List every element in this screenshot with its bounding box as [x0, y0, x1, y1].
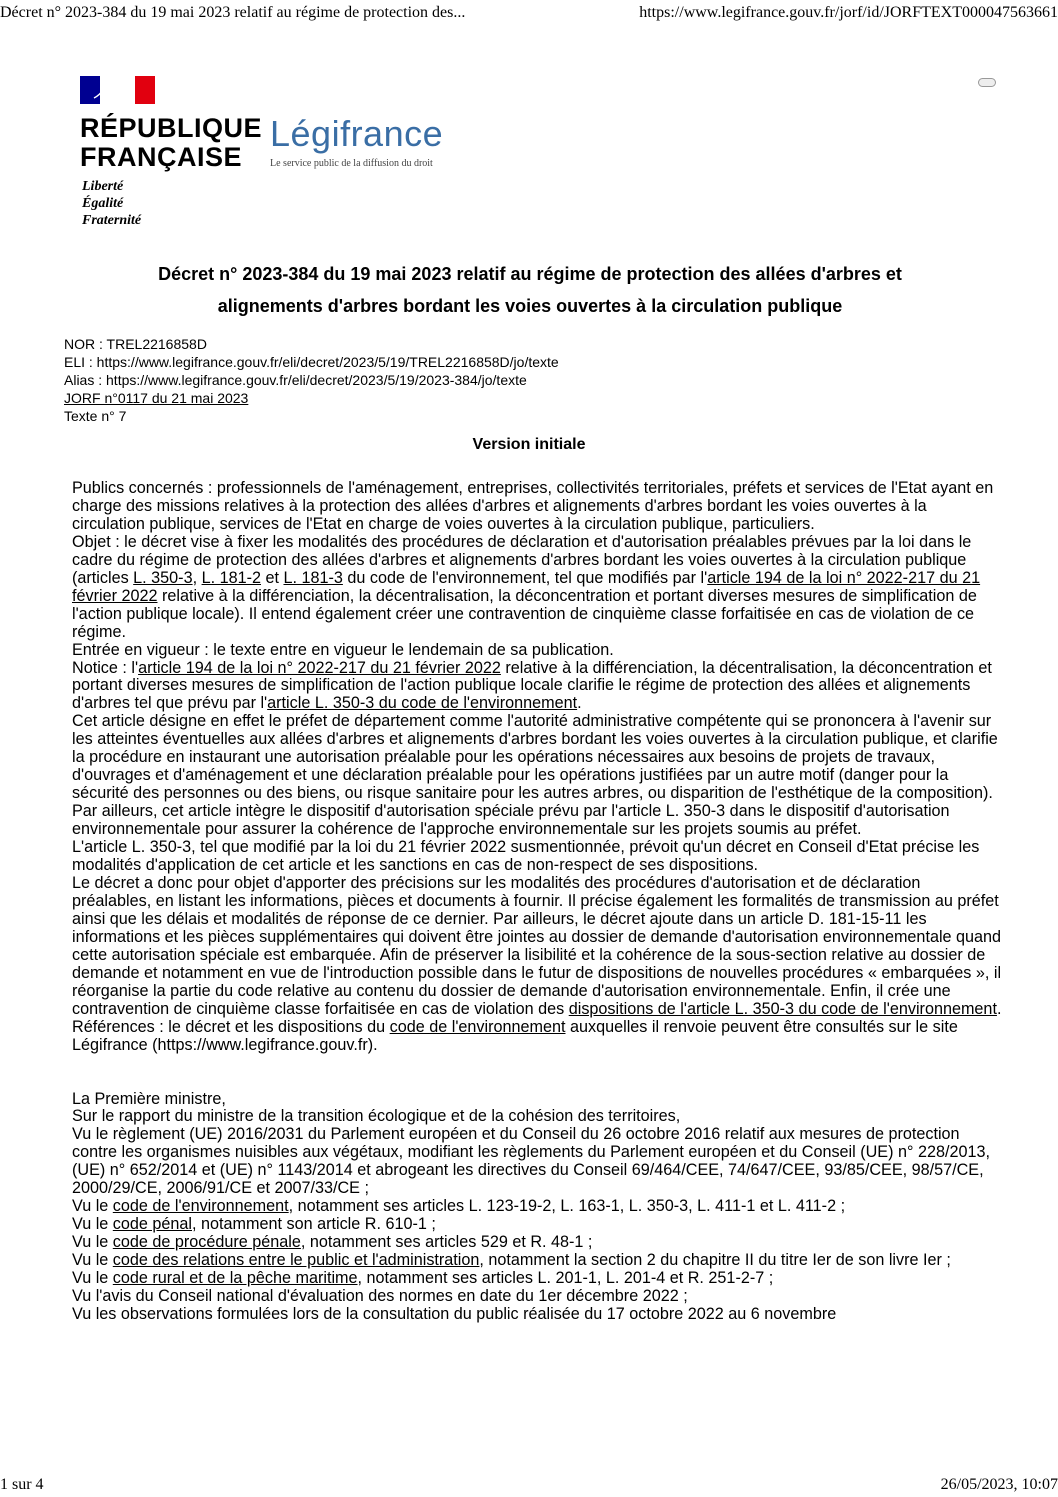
- rapport-line: Sur le rapport du ministre de la transition écologique et de la cohésion des territoires,: [72, 1107, 681, 1126]
- document-title: Décret n° 2023-384 du 19 mai 2023 relatif au régime de protection des allées d'arbres et alignements d'arbres bordant les voies ouvertes à la circulation publique: [158, 264, 902, 316]
- link-l181-3[interactable]: L. 181-3: [283, 568, 343, 587]
- print-header-title: Décret n° 2023-384 du 19 mai 2023 relatif au régime de protection des...: [0, 4, 466, 21]
- visa-code-penal: Vu le code pénal, notamment son article R. 610-1 ;: [72, 1215, 436, 1234]
- visa-code-rural: Vu le code rural et de la pêche maritime, notamment ses articles L. 201-1, L. 201-4 et R. 251-2-7 ;: [72, 1269, 774, 1288]
- link-article-194-notice[interactable]: article 194 de la loi n° 2022-217 du 21 février 2022: [138, 658, 501, 677]
- link-article-l350-3[interactable]: article L. 350-3 du code de l'environnement: [267, 694, 578, 713]
- document-body: [72, 480, 1002, 1324]
- eli-label: ELI : https://www.legifrance.gouv.fr/eli/decret/2023/5/19/TREL2216858D/jo/texte: [64, 354, 559, 370]
- link-code-environnement[interactable]: code de l'environnement: [389, 1017, 566, 1036]
- texte-number: Texte n° 7: [64, 408, 127, 424]
- print-header: [0, 4, 1058, 26]
- notice-paragraph-3: L'article L. 350-3, tel que modifié par la loi du 21 février 2022 susmentionnée, prévoit qu'un décret en Conseil d'Etat précise les modalités d'application de cet article et les sanctions en cas de non-respect de ses dispositions.: [72, 838, 980, 875]
- visa-cnen: Vu l'avis du Conseil national d'évaluation des normes en date du 1er décembre 2022 ;: [72, 1286, 688, 1305]
- jorf-link[interactable]: JORF n°0117 du 21 mai 2023: [64, 390, 249, 406]
- publics-paragraph: Publics concernés : professionnels de l'aménagement, entreprises, collectivités territoriales, préfets et services de l'Etat ayant en charge des missions relatives à la protection des allées d'arbres et alignements d'arbres bordant les voies ouvertes à la circulation publique, services de l'Etat en charge de voies ouvertes à la circulation publique, particuliers.: [72, 479, 994, 533]
- notice-paragraph-4: Le décret a donc pour objet d'apporter des précisions sur les modalités des procédures d'autorisation et de déclaration préalables, en listant les informations, pièces et documents à fournir. Il précise également les formalités de transmission au préfet ainsi que les délais et modalités de réponse de ce dernier. Par ailleurs, le décret ajoute dans un article D. 181-15-11 les informations et les pièces supplémentaires qui doivent être jointes au dossier de demande d'autorisation environnementale quand cette autorisation spéciale est embarquée. Afin de préserver la lisibilité et la cohérence de la sous-section relative au dossier de demande et notamment en vue de l'introduction possible dans le futur de dispositions de nouvelles procédures « embarquées », il réorganise la partie du code relative au contenu du dossier de demande d'autorisation environnementale. Enfin, il crée une contravention de cinquième classe forfaitisée en cas de violation des dispositions de l'article L. 350-3 du code de l'environnement.: [72, 873, 1002, 1018]
- marianne-icon: [80, 76, 155, 104]
- link-l181-2[interactable]: L. 181-2: [201, 568, 261, 587]
- link-l350-3[interactable]: L. 350-3: [133, 568, 193, 587]
- link-code-procedure-penale[interactable]: code de procédure pénale: [112, 1233, 301, 1252]
- link-article-194[interactable]: article 194 de la loi n° 2022-217 du 21 février 2022: [72, 568, 981, 605]
- reglement-visa: Vu le règlement (UE) 2016/2031 du Parlement européen et du Conseil du 26 octobre 2016 relatif aux mesures de protection contre les organismes nuisibles aux végétaux, modifiant les règlements du Parlement européen et du Conseil (UE) n° 228/2013, (UE) n° 652/2014 et (UE) n° 1143/2014 et abrogeant les directives du Conseil 69/464/CEE, 74/647/CEE, 93/85/CEE, 98/57/CE, 2000/29/CE, 2006/91/CE et 2007/33/CE ;: [72, 1125, 990, 1198]
- references-paragraph: Références : le décret et les dispositions du code de l'environnement auxquelles il renvoie peuvent être consultés sur le site Légifrance (https://www.legifrance.gouv.fr).: [72, 1017, 958, 1054]
- print-timestamp: 26/05/2023, 10:07: [940, 1476, 1058, 1493]
- print-header-url: https://www.legifrance.gouv.fr/jorf/id/JORFTEXT000047563661: [639, 4, 1058, 21]
- entree-paragraph: Entrée en vigueur : le texte entre en vigueur le lendemain de sa publication.: [72, 640, 614, 659]
- link-dispositions-l350-3[interactable]: dispositions de l'article L. 350-3 du code de l'environnement: [568, 999, 997, 1018]
- alias-label: Alias : https://www.legifrance.gouv.fr/eli/decret/2023/5/19/2023-384/jo/texte: [64, 372, 527, 388]
- version-label: Version initiale: [472, 436, 586, 453]
- devise-label: Liberté Égalité Fraternité: [82, 179, 142, 228]
- visa-crpa: Vu le code des relations entre le public et l'administration, notamment la section 2 du chapitre II du titre Ier de son livre Ier ;: [72, 1251, 951, 1270]
- visa-observations: Vu les observations formulées lors de la consultation du public réalisée du 17 octobre 2022 au 6 novembre: [72, 1304, 837, 1323]
- visa-code-procedure-penale: Vu le code de procédure pénale, notamment ses articles 529 et R. 48-1 ;: [72, 1233, 593, 1252]
- legifrance-brand: Légifrance: [270, 113, 444, 154]
- objet-paragraph: Objet : le décret vise à fixer les modalités des procédures de déclaration et d'autorisation préalables prévues par la loi dans le cadre du régime de protection des allées d'arbres et alignements d'arbres bordant les voies ouvertes à la circulation publique (articles L. 350-3, L. 181-2 et L. 181-3 du code de l'environnement, tel que modifiés par l'article 194 de la loi n° 2022-217 du 21 février 2022 relative à la différenciation, la décentralisation, la déconcentration et portant diverses mesures de simplification de l'action publique locale). Il entend également créer une contravention de cinquième classe forfaitisée en cas de violation de ce régime.: [72, 532, 981, 641]
- nor-label: NOR : TREL2216858D: [64, 336, 207, 352]
- legifrance-logo: [80, 76, 500, 236]
- link-code-penal[interactable]: code pénal: [112, 1215, 193, 1234]
- link-visa-code-environnement[interactable]: code de l'environnement: [112, 1197, 289, 1216]
- notice-paragraph-2: Cet article désigne en effet le préfet de département comme l'autorité administrative compétente qui se prononcera à l'avenir sur les atteintes éventuelles aux allées d'arbres et alignements d'arbres bordant les voies ouvertes à la circulation publique, et clarifie la procédure en instaurant une autorisation préalable pour les opérations nécessaires aux besoins de projets de travaux, d'ouvrages et d'aménagement et une déclaration préalable pour les opérations justifiées par un autre motif (danger pour la sécurité des personnes ou des biens, ou risque sanitaire pour les autres arbres, ou disparition de l'esthétique de la composition). Par ailleurs, cet article intègre le dispositif d'autorisation spéciale prévu par l'article L. 350-3 dans le dispositif d'autorisation environnementale pour assurer la cohérence de l'approche environnementale sur les projets soumis au préfet.: [72, 712, 998, 839]
- document-metadata: [64, 335, 559, 425]
- visa-code-environnement: Vu le code de l'environnement, notamment ses articles L. 123-19-2, L. 163-1, L. 350-3, L. 411-1 et L. 411-2 ;: [72, 1197, 846, 1216]
- page-number: 1 sur 4: [0, 1476, 44, 1493]
- link-crpa[interactable]: code des relations entre le public et l'administration: [112, 1251, 480, 1270]
- ministre-line: La Première ministre,: [72, 1089, 226, 1108]
- toggle-pill-button[interactable]: [978, 78, 996, 87]
- republique-francaise-label: RÉPUBLIQUE FRANÇAISE: [80, 113, 263, 172]
- notice-paragraph: Notice : l'article 194 de la loi n° 2022-217 du 21 février 2022 relative à la différenciation, la décentralisation, la déconcentration et portant diverses mesures de simplification de l'action publique locale clarifie le régime de protection des allées et alignements d'arbres tel que prévu par l'article L. 350-3 du code de l'environnement.: [72, 658, 992, 713]
- legifrance-tagline: Le service public de la diffusion du droit: [270, 158, 433, 169]
- print-footer: [0, 1476, 1058, 1496]
- link-code-rural[interactable]: code rural et de la pêche maritime: [112, 1269, 358, 1288]
